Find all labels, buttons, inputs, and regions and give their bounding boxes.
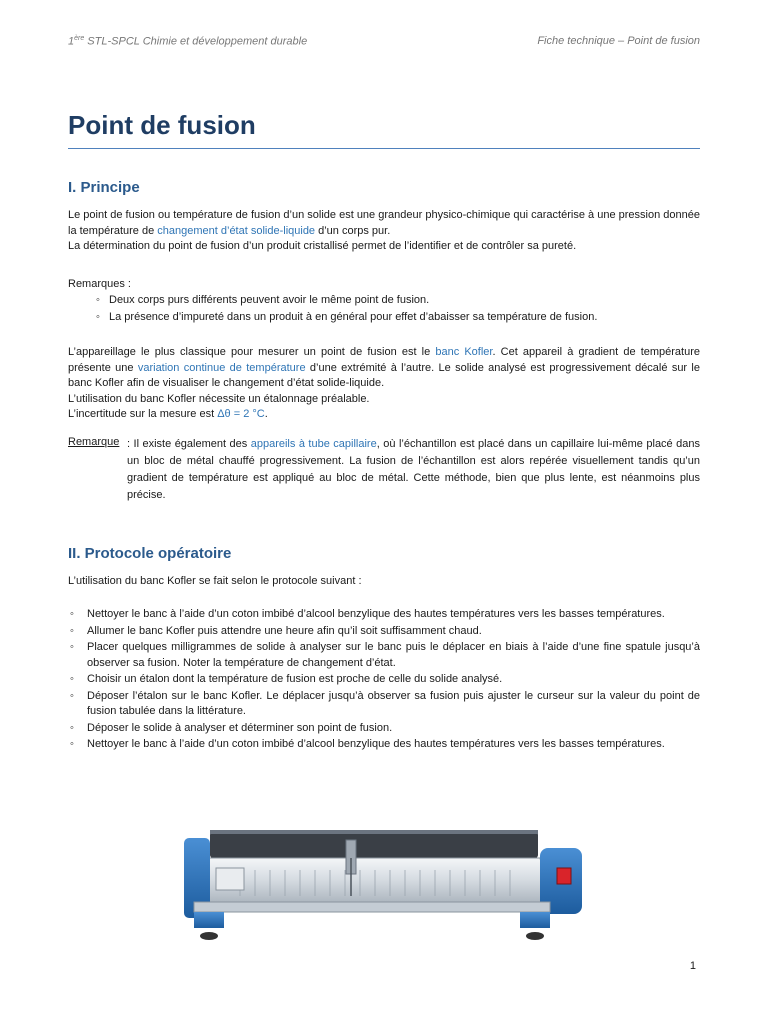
remarks-label: Remarques : <box>68 278 131 290</box>
paragraph-kofler: L’appareillage le plus classique pour mesurer un point de fusion est le banc Kofler. Cet appareil à gradient de température présente une variation continue de température d’une extrémité à l’autre. Le solide analysé est progressivement décalé sur le banc Kofler afin de visualiser le changement d’état solide-liquide. L’utilisation du banc Kofler nécessite un étalonnage préalable. L’incertitude sur la mesure est Δθ = 2 °C. <box>68 346 701 420</box>
list-item: ◦ Deux corps purs différents peuvent avoir le même point de fusion. <box>96 292 696 309</box>
page-title: Point de fusion <box>68 110 256 140</box>
link-changement-etat[interactable]: changement d’état solide-liquide <box>157 224 316 237</box>
list-item: ◦ Nettoyer le banc à l’aide d’un coton imbibé d’alcool benzylique des hautes températures vers les basses températures. <box>68 737 700 753</box>
link-incertitude[interactable]: Δθ = 2 °C <box>217 408 265 420</box>
list-item: ◦ Déposer l’étalon sur le banc Kofler. Le déplacer jusqu’à observer sa fusion puis ajuster le curseur sur la valeur du point de fusion tabulée dans la littérature. <box>68 689 700 720</box>
link-banc-kofler[interactable]: banc Kofler <box>435 346 493 358</box>
protocol-intro: L’utilisation du banc Kofler se fait selon le protocole suivant : <box>68 575 362 587</box>
paragraph-definition: Le point de fusion ou température de fusion d’un solide est une grandeur physico-chimique qui caractérise à une pression donnée la température de changement d’état solide-liquide d’un corps pur. La détermination du point de fusion d’un produit cristallisé permet de l’identifier et de contrôler sa pureté. <box>68 209 700 252</box>
running-header-left: 1ère STL-SPCL Chimie et développement durable <box>68 35 308 48</box>
kofler-bench-photo <box>180 818 588 950</box>
remark-capillary: : Il existe également des appareils à tube capillaire, où l’échantillon est placé dans un capillaire lui-même placé dans un bloc de métal chauffé progressivement. La fusion de l’échantillon est alors repérée visuellement tandis qu’un gradient de température est appliqué au bloc de métal. Cette méthode, bien que plus lente, est néanmoins plus précise. <box>127 438 700 501</box>
section-heading-principe: I. Principe <box>68 179 140 196</box>
list-item: ◦ Choisir un étalon dont la température de fusion est proche de celle du solide analysé. <box>68 672 700 688</box>
list-item: ◦ Placer quelques milligrammes de solide à analyser sur le banc puis le déplacer en biais à l’aide d’une fine spatule jusqu’à observer sa fusion. Noter la température de changement d’état. <box>68 640 700 671</box>
running-header-right: Fiche technique – Point de fusion <box>537 35 700 47</box>
page-number: 1 <box>689 960 696 972</box>
section-heading-protocole: II. Protocole opératoire <box>68 545 232 562</box>
remarks-list <box>96 292 696 326</box>
list-item: ◦ Allumer le banc Kofler puis attendre une heure afin qu’il soit suffisamment chaud. <box>68 624 700 640</box>
protocol-steps <box>68 607 700 754</box>
remark-label: Remarque <box>68 436 120 448</box>
list-item: ◦ Déposer le solide à analyser et déterminer son point de fusion. <box>68 721 700 737</box>
link-variation-temperature[interactable]: variation continue de température <box>137 361 306 374</box>
list-item: ◦ Nettoyer le banc à l’aide d’un coton imbibé d’alcool benzylique des hautes températures vers les basses températures. <box>68 607 700 623</box>
link-tube-capillaire[interactable]: appareils à tube capillaire <box>250 438 377 450</box>
title-divider <box>68 148 700 149</box>
list-item: ◦ La présence d’impureté dans un produit à en général pour effet d’abaisser sa température de fusion. <box>96 309 696 326</box>
